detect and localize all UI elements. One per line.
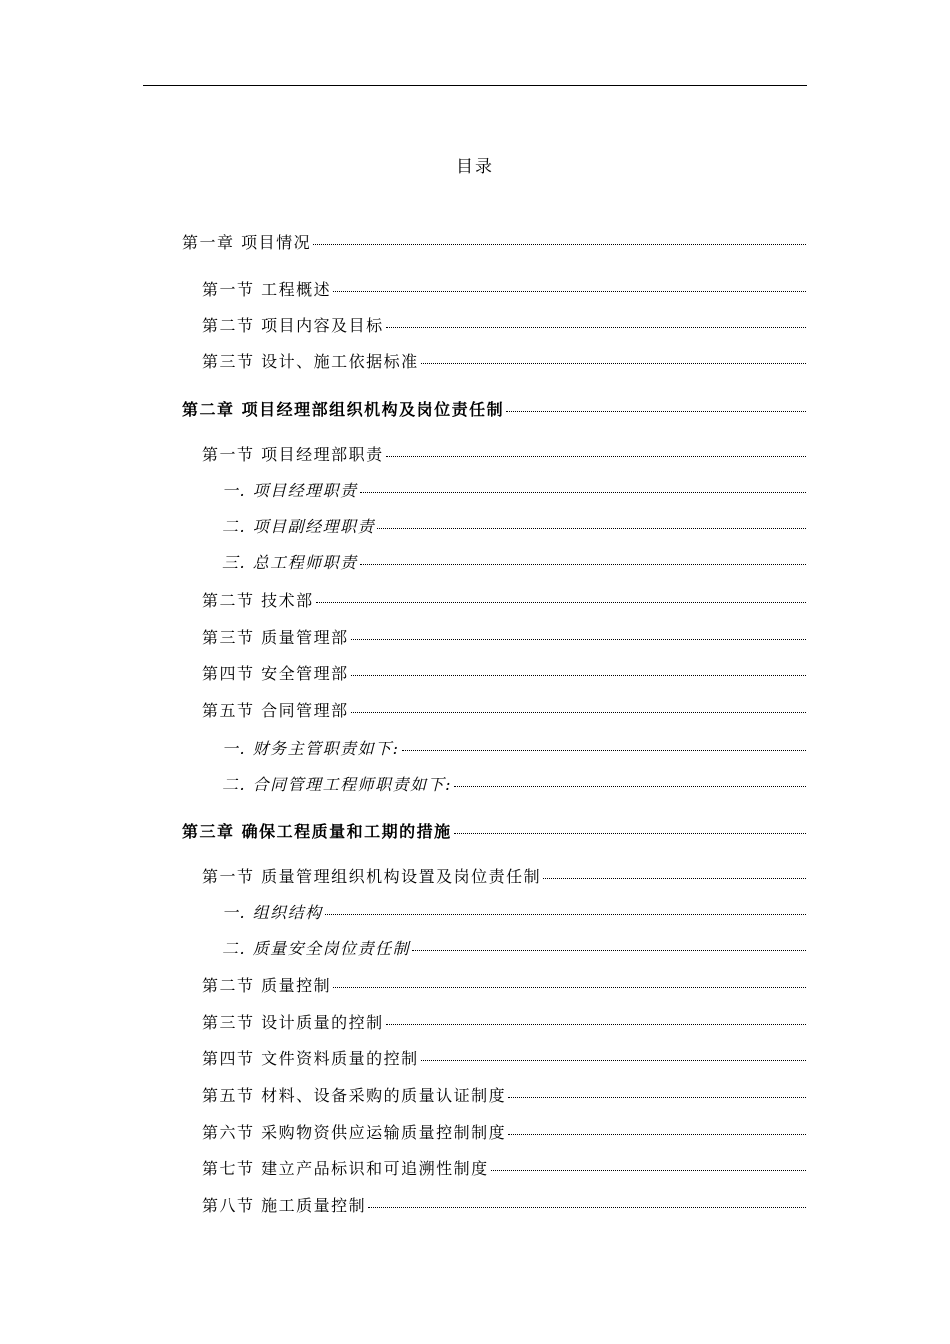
dot-leader	[325, 914, 806, 915]
dot-leader	[491, 1170, 806, 1171]
dot-leader	[333, 987, 806, 988]
toc-entry-item[interactable]	[222, 772, 806, 795]
toc-entry-label: 第二节 质量控制	[202, 976, 332, 995]
toc-entry-label: 二. 质量安全岗位责任制	[222, 939, 411, 958]
toc-entry-section[interactable]	[202, 1120, 806, 1143]
toc-entry-item[interactable]	[222, 550, 806, 573]
dot-leader	[351, 675, 806, 676]
toc-entry-item[interactable]	[222, 736, 806, 759]
dot-leader	[508, 1134, 806, 1135]
header-rule	[143, 85, 807, 86]
dot-leader	[313, 244, 806, 245]
toc-entry-chapter-plain[interactable]	[182, 230, 806, 253]
toc-entry-section[interactable]	[202, 973, 806, 996]
toc-entry-label: 第三节 设计质量的控制	[202, 1013, 384, 1032]
toc-entry-label: 二. 项目副经理职责	[222, 517, 376, 536]
toc-entry-label: 第五节 合同管理部	[202, 701, 349, 720]
dot-leader	[351, 639, 806, 640]
toc-entry-label: 第四节 安全管理部	[202, 664, 349, 683]
toc-entry-label: 第五节 材料、设备采购的质量认证制度	[202, 1086, 507, 1105]
toc-entry-label: 第二节 项目内容及目标	[202, 316, 384, 335]
dot-leader	[351, 712, 806, 713]
toc-entry-label: 第四节 文件资料质量的控制	[202, 1049, 419, 1068]
toc-entry-section[interactable]	[202, 864, 806, 887]
dot-leader	[368, 1207, 806, 1208]
toc-entry-item[interactable]	[222, 900, 806, 923]
toc-entry-label: 第三节 设计、施工依据标准	[202, 352, 419, 371]
toc-entry-label: 第八节 施工质量控制	[202, 1196, 367, 1215]
toc-entry-label: 第一节 质量管理组织机构设置及岗位责任制	[202, 867, 542, 886]
toc-entry-section[interactable]	[202, 1156, 806, 1179]
toc-entry-section[interactable]	[202, 625, 806, 648]
toc-entry-section[interactable]	[202, 588, 806, 611]
toc-entry-label: 第六节 采购物资供应运输质量控制制度	[202, 1123, 507, 1142]
toc-entry-label: 第二节 技术部	[202, 591, 314, 610]
toc-entry-label: 二. 合同管理工程师职责如下:	[222, 775, 453, 794]
toc-entry-item[interactable]	[222, 514, 806, 537]
toc-entry-label: 一. 组织结构	[222, 903, 323, 922]
toc-entry-label: 一. 财务主管职责如下:	[222, 739, 400, 758]
toc-entry-section[interactable]	[202, 1010, 806, 1033]
toc-entry-section[interactable]	[202, 1083, 806, 1106]
toc-entry-label: 第二章 项目经理部组织机构及岗位责任制	[182, 400, 505, 419]
toc-entry-label: 第三节 质量管理部	[202, 628, 349, 647]
dot-leader	[316, 602, 806, 603]
toc-entry-label: 第七节 建立产品标识和可追溯性制度	[202, 1159, 489, 1178]
toc-entry-section[interactable]	[202, 698, 806, 721]
toc-entry-label: 三. 总工程师职责	[222, 553, 358, 572]
dot-leader	[386, 327, 806, 328]
dot-leader	[360, 564, 806, 565]
toc-entry-item[interactable]	[222, 478, 806, 501]
toc-entry-section[interactable]	[202, 313, 806, 336]
toc-entry-label: 第一节 工程概述	[202, 280, 332, 299]
dot-leader	[377, 528, 806, 529]
toc-entry-item[interactable]	[222, 936, 806, 959]
toc-title: 目录	[456, 157, 494, 177]
toc-entry-label: 第一节 项目经理部职责	[202, 445, 384, 464]
toc-entry-chapter[interactable]	[182, 397, 806, 420]
toc-entry-label: 第一章 项目情况	[182, 233, 312, 252]
dot-leader	[543, 878, 806, 879]
toc-entry-section[interactable]	[202, 1193, 806, 1216]
dot-leader	[454, 786, 806, 787]
toc-entry-section[interactable]	[202, 1046, 806, 1069]
toc-entry-section[interactable]	[202, 349, 806, 372]
dot-leader	[386, 456, 806, 457]
dot-leader	[333, 291, 806, 292]
toc-entry-section[interactable]	[202, 661, 806, 684]
toc-entry-chapter[interactable]	[182, 819, 806, 842]
dot-leader	[402, 750, 806, 751]
dot-leader	[454, 833, 806, 834]
toc-entry-label: 第三章 确保工程质量和工期的措施	[182, 822, 452, 841]
toc-entry-label: 一. 项目经理职责	[222, 481, 358, 500]
toc-entry-section[interactable]	[202, 442, 806, 465]
dot-leader	[360, 492, 806, 493]
dot-leader	[421, 1060, 806, 1061]
toc-entry-section[interactable]	[202, 277, 806, 300]
dot-leader	[421, 363, 806, 364]
dot-leader	[506, 411, 806, 412]
dot-leader	[508, 1097, 806, 1098]
dot-leader	[412, 950, 806, 951]
dot-leader	[386, 1024, 806, 1025]
